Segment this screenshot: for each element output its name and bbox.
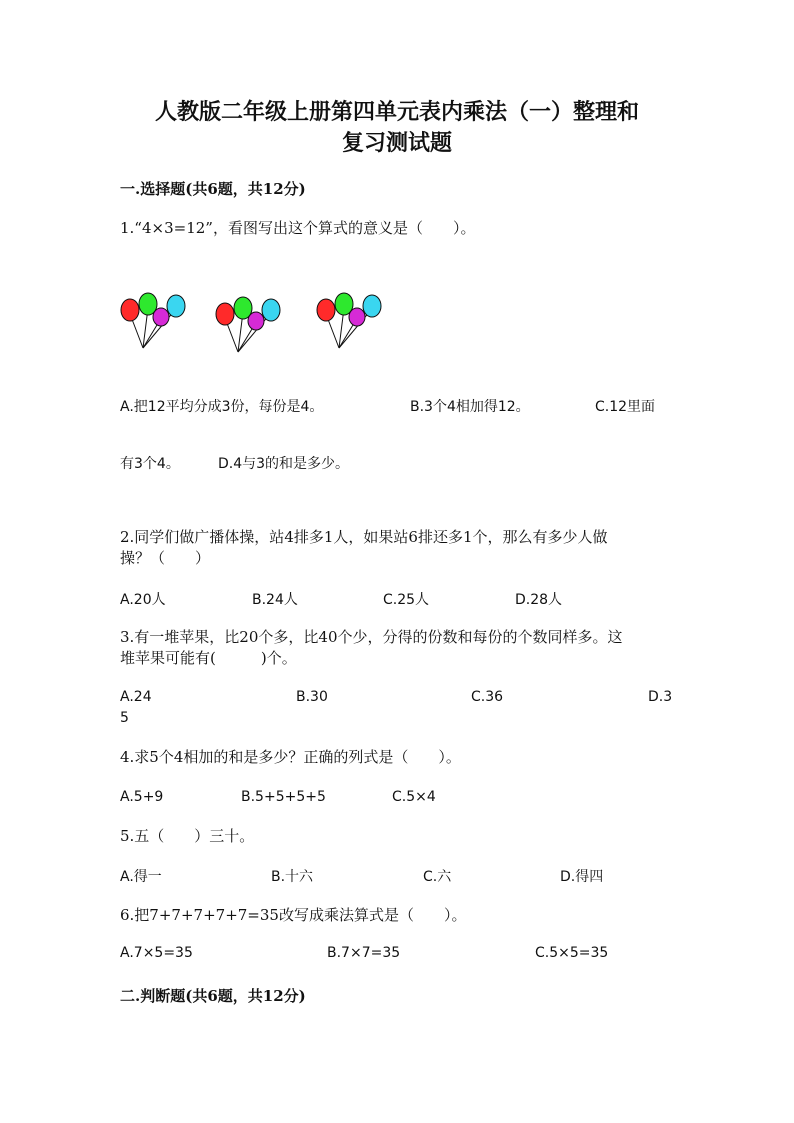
q6-option-a: A.7×5=35 [120, 945, 193, 961]
q3-option-c: C.36 [471, 689, 504, 705]
q4-option-c: C.5×4 [392, 789, 436, 805]
question-6-stem: 6.把7+7+7+7+7=35改写成乘法算式是（ ）。 [120, 906, 467, 924]
q1-option-d: D.4与3的和是多少。 [218, 456, 350, 472]
q3-option-d-continued: 5 [120, 710, 129, 726]
section-choice-heading: 一.选择题(共6题，共12分) [120, 180, 306, 198]
q4-option-b: B.5+5+5+5 [241, 789, 326, 805]
q6-option-c: C.5×5=35 [535, 945, 609, 961]
q3-option-a: A.24 [120, 689, 152, 705]
balloon-group-3 [317, 293, 381, 348]
q6-option-b: B.7×7=35 [327, 945, 401, 961]
q5-option-d: D.得四 [560, 869, 604, 885]
q1-option-b: B.3个4相加得12。 [410, 399, 530, 415]
question-5-stem: 5.五（ ）三十。 [120, 827, 255, 845]
q1-option-c: C.12里面 [595, 399, 656, 415]
balloon-groups-figure [115, 290, 395, 360]
question-2-stem-line2: 操？（ ） [120, 549, 211, 567]
q2-option-a: A.20人 [120, 592, 166, 608]
question-2-stem-line1: 2.同学们做广播体操，站4排多1人，如果站6排还多1个，那么有多少人做 [120, 528, 608, 546]
q5-option-a: A.得一 [120, 869, 162, 885]
q3-option-b: B.30 [296, 689, 328, 705]
q1-option-a: A.把12平均分成3份，每份是4。 [120, 399, 324, 415]
q1-option-c-continued: 有3个4。 [120, 456, 180, 472]
question-1-stem: 1.“4×3=12”，看图写出这个算式的意义是（ ）。 [120, 219, 476, 237]
q5-option-c: C.六 [423, 869, 452, 885]
page-title-line2: 复习测试题 [341, 130, 452, 156]
q2-option-c: C.25人 [383, 592, 430, 608]
balloon-group-2 [216, 297, 280, 352]
question-3-stem-line2: 堆苹果可能有( )个。 [120, 649, 297, 667]
q5-option-b: B.十六 [271, 869, 314, 885]
question-3-stem-line1: 3.有一堆苹果，比20个多，比40个少，分得的份数和每份的个数同样多。这 [120, 628, 623, 646]
page-title-line1: 人教版二年级上册第四单元表内乘法（一）整理和 [154, 99, 639, 125]
q4-option-a: A.5+9 [120, 789, 164, 805]
q2-option-b: B.24人 [252, 592, 298, 608]
question-4-stem: 4.求5个4相加的和是多少？正确的列式是（ ）。 [120, 748, 461, 766]
balloon-group-1 [121, 293, 185, 348]
q3-option-d: D.3 [648, 689, 673, 705]
section-judgement-heading: 二.判断题(共6题，共12分) [120, 987, 306, 1005]
q2-option-d: D.28人 [515, 592, 563, 608]
